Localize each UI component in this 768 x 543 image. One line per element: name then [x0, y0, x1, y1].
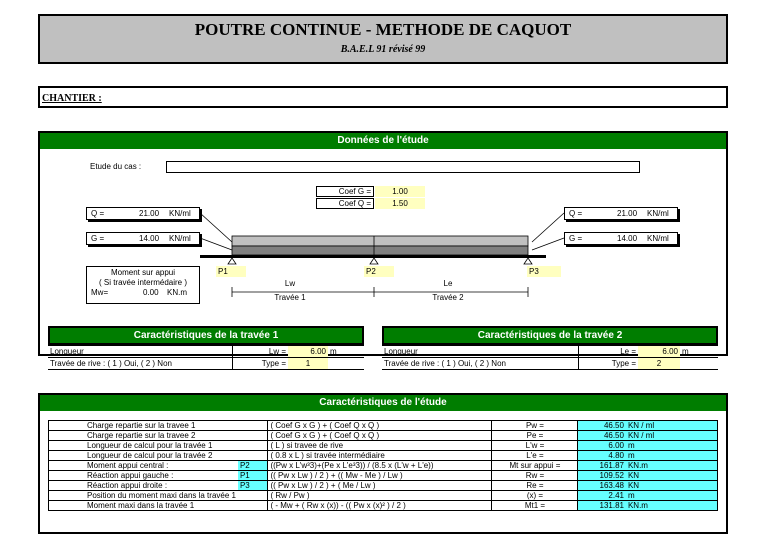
cell-tag: [238, 451, 268, 461]
cell-label: Travée de rive : ( 1 ) Oui, ( 2 ) Non: [48, 358, 232, 370]
table-row: [49, 431, 718, 441]
left-q-label: Q =: [91, 209, 105, 218]
arrow-left-g: [200, 238, 232, 250]
cell-label: Charge repartie sur la travee 1: [49, 421, 238, 431]
cell-var: Mt1 =: [492, 501, 578, 511]
left-g-label: G =: [91, 234, 105, 243]
cell-unit: KN: [626, 481, 718, 491]
le-label: Le: [443, 279, 453, 288]
cell-label: Réaction appui gauche :: [49, 471, 238, 481]
cell-value: 131.81: [578, 501, 626, 511]
arrow-left-q: [200, 213, 232, 242]
right-g-value[interactable]: 14.00: [617, 234, 638, 243]
coef-q-value[interactable]: 1.50: [375, 198, 425, 209]
cell-formula: (( Pw x Lw ) / 2 ) + (( Mw - Me ) / Lw ): [268, 471, 492, 481]
cell-tag: [238, 421, 268, 431]
cell-label: Longueur: [382, 346, 578, 358]
coef-q-label: Coef Q =: [316, 198, 374, 209]
car-travee2-table: [382, 345, 718, 370]
table-row: [49, 421, 718, 431]
cell-unit: [328, 358, 364, 370]
cell-value: 163.48: [578, 481, 626, 491]
table-row: [382, 346, 718, 358]
table-row: [382, 358, 718, 370]
mw-value[interactable]: 0.00: [143, 288, 159, 297]
cell-label: Position du moment maxi dans la travée 1: [49, 491, 238, 501]
cell-value[interactable]: 2: [638, 358, 680, 370]
arrow-right-q: [532, 213, 564, 242]
cell-formula: ( Coef G x G ) + ( Coef Q x Q ): [268, 431, 492, 441]
mw-label: Mw=: [91, 288, 109, 297]
cell-unit: m: [328, 346, 364, 358]
support-p1-icon: [228, 258, 236, 264]
cell-value: 4.80: [578, 451, 626, 461]
cell-var: Mt sur appui =: [492, 461, 578, 471]
donnees-header: Données de l'étude: [40, 133, 726, 149]
cell-value[interactable]: 6.00: [638, 346, 680, 358]
cell-value[interactable]: 1: [288, 358, 328, 370]
cell-unit: KN: [626, 471, 718, 481]
travee1-label: Travée 1: [274, 293, 306, 302]
moment-appui-box: [86, 266, 200, 304]
chantier-label: CHANTIER :: [42, 93, 102, 104]
cell-formula: ( - Mw + ( Rw x (x)) - (( Pw x (x)² ) / 2 ): [268, 501, 492, 511]
cell-value: 2.41: [578, 491, 626, 501]
right-q-unit: KN/ml: [647, 209, 669, 218]
cell-formula: ( L ) si travee de rive: [268, 441, 492, 451]
cell-value: 46.50: [578, 421, 626, 431]
cell-formula: ( Rw / Pw ): [268, 491, 492, 501]
cell-tag: [238, 501, 268, 511]
cell-tag: [238, 441, 268, 451]
lw-label: Lw: [284, 279, 296, 288]
cell-label: Longueur: [48, 346, 232, 358]
left-q-unit: KN/ml: [169, 209, 191, 218]
cell-label: Longueur de calcul pour la travée 2: [49, 451, 238, 461]
cell-value: 6.00: [578, 441, 626, 451]
page-title: POUTRE CONTINUE - METHODE DE CAQUOT: [194, 20, 572, 39]
load-q: [232, 236, 528, 246]
support-p3-icon: [524, 258, 532, 264]
car-travee2-header: Caractéristiques de la travée 2: [384, 328, 716, 343]
table-row: [48, 358, 364, 370]
cell-label: Charge repartie sur la travee 2: [49, 431, 238, 441]
cell-formula: (( Pw x Lw ) / 2 ) + ( Me / Lw ): [268, 481, 492, 491]
arrow-right-g: [532, 238, 564, 250]
cell-var: L'w =: [492, 441, 578, 451]
table-row: [49, 451, 718, 461]
page-subtitle: B.A.E.L 91 révisé 99: [340, 44, 426, 55]
table-row: [49, 481, 718, 491]
right-q-label: Q =: [569, 209, 583, 218]
table-row: [49, 501, 718, 511]
cell-unit: KN / ml: [626, 431, 718, 441]
cell-var: Type =: [232, 358, 288, 370]
mw-unit: KN.m: [167, 288, 187, 297]
coef-g-label: Coef G =: [316, 186, 374, 197]
car-travee1-panel: [48, 326, 364, 345]
cell-value: 46.50: [578, 431, 626, 441]
cell-label: Réaction appui droite :: [49, 481, 238, 491]
coef-g-value[interactable]: 1.00: [375, 186, 425, 197]
cell-var: Rw =: [492, 471, 578, 481]
cell-unit: KN / ml: [626, 421, 718, 431]
cell-value[interactable]: 6.00: [288, 346, 328, 358]
moment-appui-line1: Moment sur appui: [110, 268, 176, 277]
cell-var: Re =: [492, 481, 578, 491]
cell-label: Travée de rive : ( 1 ) Oui, ( 2 ) Non: [382, 358, 578, 370]
cell-var: (x) =: [492, 491, 578, 501]
cell-unit: m: [680, 346, 718, 358]
title-banner: [38, 14, 728, 64]
cell-tag: P2: [238, 461, 268, 471]
support-p2-label: P2: [364, 266, 394, 277]
cell-label: Moment appui central :: [49, 461, 238, 471]
cell-var: Pe =: [492, 431, 578, 441]
cell-unit: [680, 358, 718, 370]
chantier-field[interactable]: [38, 86, 728, 108]
cell-value: 109.52: [578, 471, 626, 481]
travee2-label: Travée 2: [432, 293, 464, 302]
cell-var: Type =: [578, 358, 638, 370]
left-g-value[interactable]: 14.00: [139, 234, 160, 243]
cell-unit: KN.m: [626, 461, 718, 471]
table-row: [49, 461, 718, 471]
cell-value: 161.87: [578, 461, 626, 471]
load-g: [232, 246, 528, 255]
right-g-unit: KN/ml: [647, 234, 669, 243]
left-q-value[interactable]: 21.00: [139, 209, 160, 218]
car-etude-table: [48, 420, 718, 511]
table-row: [49, 491, 718, 501]
cell-formula: ( 0.8 x L ) si travée intermédiaire: [268, 451, 492, 461]
car-travee1-header: Caractéristiques de la travée 1: [50, 328, 362, 343]
cell-unit: KN.m: [626, 501, 718, 511]
car-etude-header: Caractéristiques de l'étude: [40, 395, 726, 411]
cell-label: Longueur de calcul pour la travée 1: [49, 441, 238, 451]
cell-var: Pw =: [492, 421, 578, 431]
car-travee2-panel: [382, 326, 718, 345]
right-q-value[interactable]: 21.00: [617, 209, 638, 218]
cell-unit: m: [626, 451, 718, 461]
cell-formula: ( Coef G x G ) + ( Coef Q x Q ): [268, 421, 492, 431]
beam: [200, 255, 546, 258]
cell-var: L'e =: [492, 451, 578, 461]
cell-tag: [238, 431, 268, 441]
cell-unit: m: [626, 441, 718, 451]
table-row: [49, 471, 718, 481]
left-g-unit: KN/ml: [169, 234, 191, 243]
etude-label: Etude du cas :: [90, 162, 142, 171]
cell-var: Le =: [578, 346, 638, 358]
cell-var: Lw =: [232, 346, 288, 358]
support-p3-label: P3: [527, 266, 561, 277]
cell-tag: [238, 491, 268, 501]
support-p2-icon: [370, 258, 378, 264]
cell-label: Moment maxi dans la travée 1: [49, 501, 238, 511]
table-row: [49, 441, 718, 451]
car-travee1-table: [48, 345, 364, 370]
cell-formula: ((Pw x L'w³3)+(Pe x L'e³3)) / (8.5 x (L'w + L'e)): [268, 461, 492, 471]
cell-tag: P3: [238, 481, 268, 491]
right-g-label: G =: [569, 234, 583, 243]
cell-tag: P1: [238, 471, 268, 481]
support-p1-label: P1: [216, 266, 246, 277]
table-row: [48, 346, 364, 358]
cell-unit: m: [626, 491, 718, 501]
moment-appui-line2: ( Si travée intermédaire ): [98, 278, 188, 287]
